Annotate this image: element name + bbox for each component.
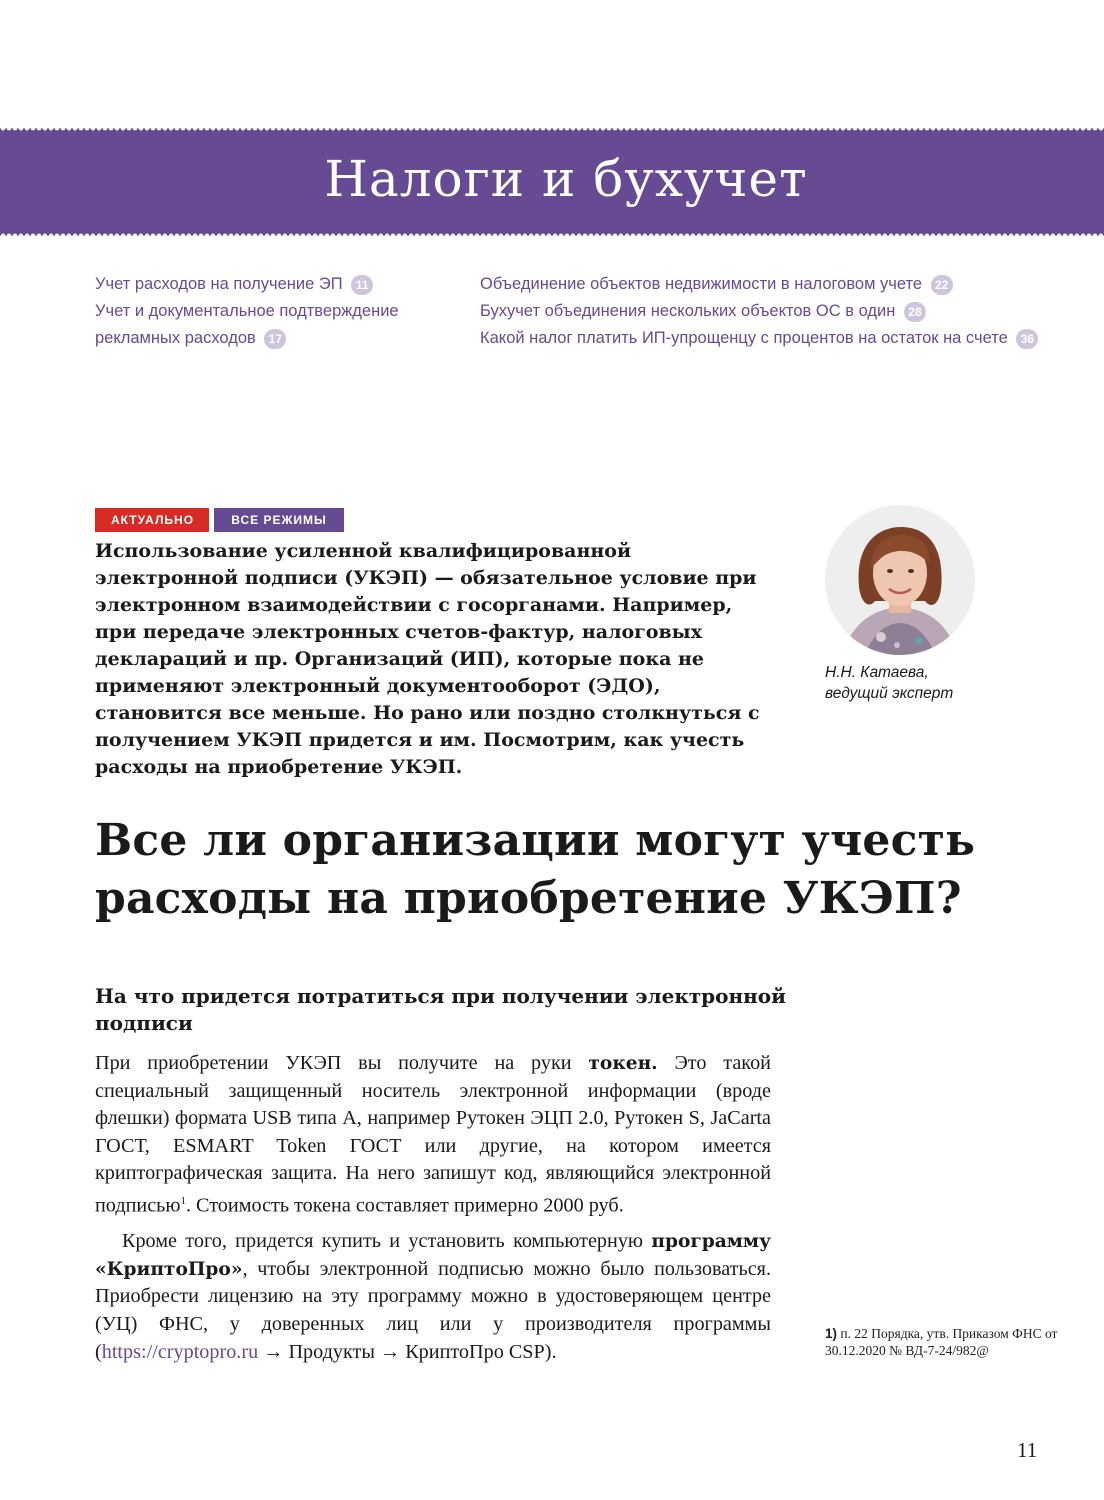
toc-left-column <box>95 271 475 352</box>
cryptopro-link[interactable]: https://cryptopro.ru <box>101 1340 259 1363</box>
toc-page-badge: 11 <box>351 275 373 295</box>
toc-page-badge: 36 <box>1016 329 1038 349</box>
author-role: ведущий эксперт <box>825 685 954 702</box>
author-caption <box>825 662 1045 704</box>
author-portrait-icon <box>825 505 975 655</box>
toc-page-badge: 28 <box>904 302 926 322</box>
author-photo <box>825 505 975 655</box>
toc-item[interactable]: Учет и документальное подтверждение <box>95 302 399 320</box>
scalloped-edge-top <box>0 128 1104 131</box>
toc-page-badge: 22 <box>931 275 953 295</box>
section-title: Налоги и бухучет <box>324 150 808 208</box>
tag-actual: АКТУАЛЬНО <box>95 508 209 532</box>
toc-item[interactable]: Какой налог платить ИП-упрощенцу с процентов на остаток на счете 36 <box>480 325 1080 352</box>
section-subtitle: На что придется потратиться при получении электронной подписи <box>95 984 786 1035</box>
paragraph: Кроме того, придется купить и установить компьютерную программу «КриптоПро», чтобы электронной подписью можно было пользоваться. Приобрести лицензию на эту программу можно в удостоверяющем центре (УЦ) ФНС, у доверенных лиц или у производителя программы (https://cryptopro.ru → Продукты → КриптоПро CSP). <box>95 1230 771 1363</box>
paragraph: При приобретении УКЭП вы получите на руки токен. Это такой специальный защищенный носитель электронной информации (вроде флешки) формата USB типа A, например Рутокен ЭЦП 2.0, Рутокен S, JaCarta ГОСТ, ESMART Token ГОСТ или другие, на котором имеется криптографическая защита. На него запишут код, являющийся электронной подписью$^1$. Стоимость токена составляет примерно 2000 руб. <box>95 1052 771 1217</box>
article-tags <box>95 508 349 532</box>
scalloped-edge-bottom <box>0 233 1104 236</box>
article-body <box>95 1050 771 1366</box>
toc-item[interactable]: Объединение объектов недвижимости в налоговом учете 22 <box>480 271 1080 298</box>
footnote <box>825 1325 1060 1359</box>
footnote-ref[interactable]: 1 <box>180 1194 186 1207</box>
author-name: Н.Н. Катаева, <box>825 664 929 681</box>
toc-item[interactable]: Учет расходов на получение ЭП 11 <box>95 271 475 298</box>
footnote-text: п. 22 Порядка, утв. Приказом ФНС от 30.12.2020 № ВД-7-24/982@ <box>825 1326 1058 1358</box>
toc-item[interactable]: рекламных расходов 17 <box>95 325 475 352</box>
toc-page-badge: 17 <box>264 329 286 349</box>
article-title: Все ли организации могут учесть расходы на приобретение УКЭП? <box>95 815 976 924</box>
toc-right-column <box>480 271 1080 352</box>
section-header-band <box>0 128 1104 236</box>
tag-all-modes: ВСЕ РЕЖИМЫ <box>214 508 344 532</box>
toc-item[interactable]: Бухучет объединения нескольких объектов ОС в один 28 <box>480 298 1080 325</box>
page-number: 11 <box>1017 1438 1038 1462</box>
footnote-number: 1) <box>825 1326 838 1341</box>
article-lead: Использование усиленной квалифицированной электронной подписи (УКЭП) — обязательное условие при электронном взаимодействии с госорганами. Например, при передаче электронных счетов-фактур, налоговых деклараций и пр. Организаций (ИП), которые пока не применяют электронный документооборот (ЭДО), становится все меньше. Но рано или поздно столкнуться с получением УКЭП придется и им. Посмотрим, как учесть расходы на приобретение УКЭП. <box>95 540 760 778</box>
